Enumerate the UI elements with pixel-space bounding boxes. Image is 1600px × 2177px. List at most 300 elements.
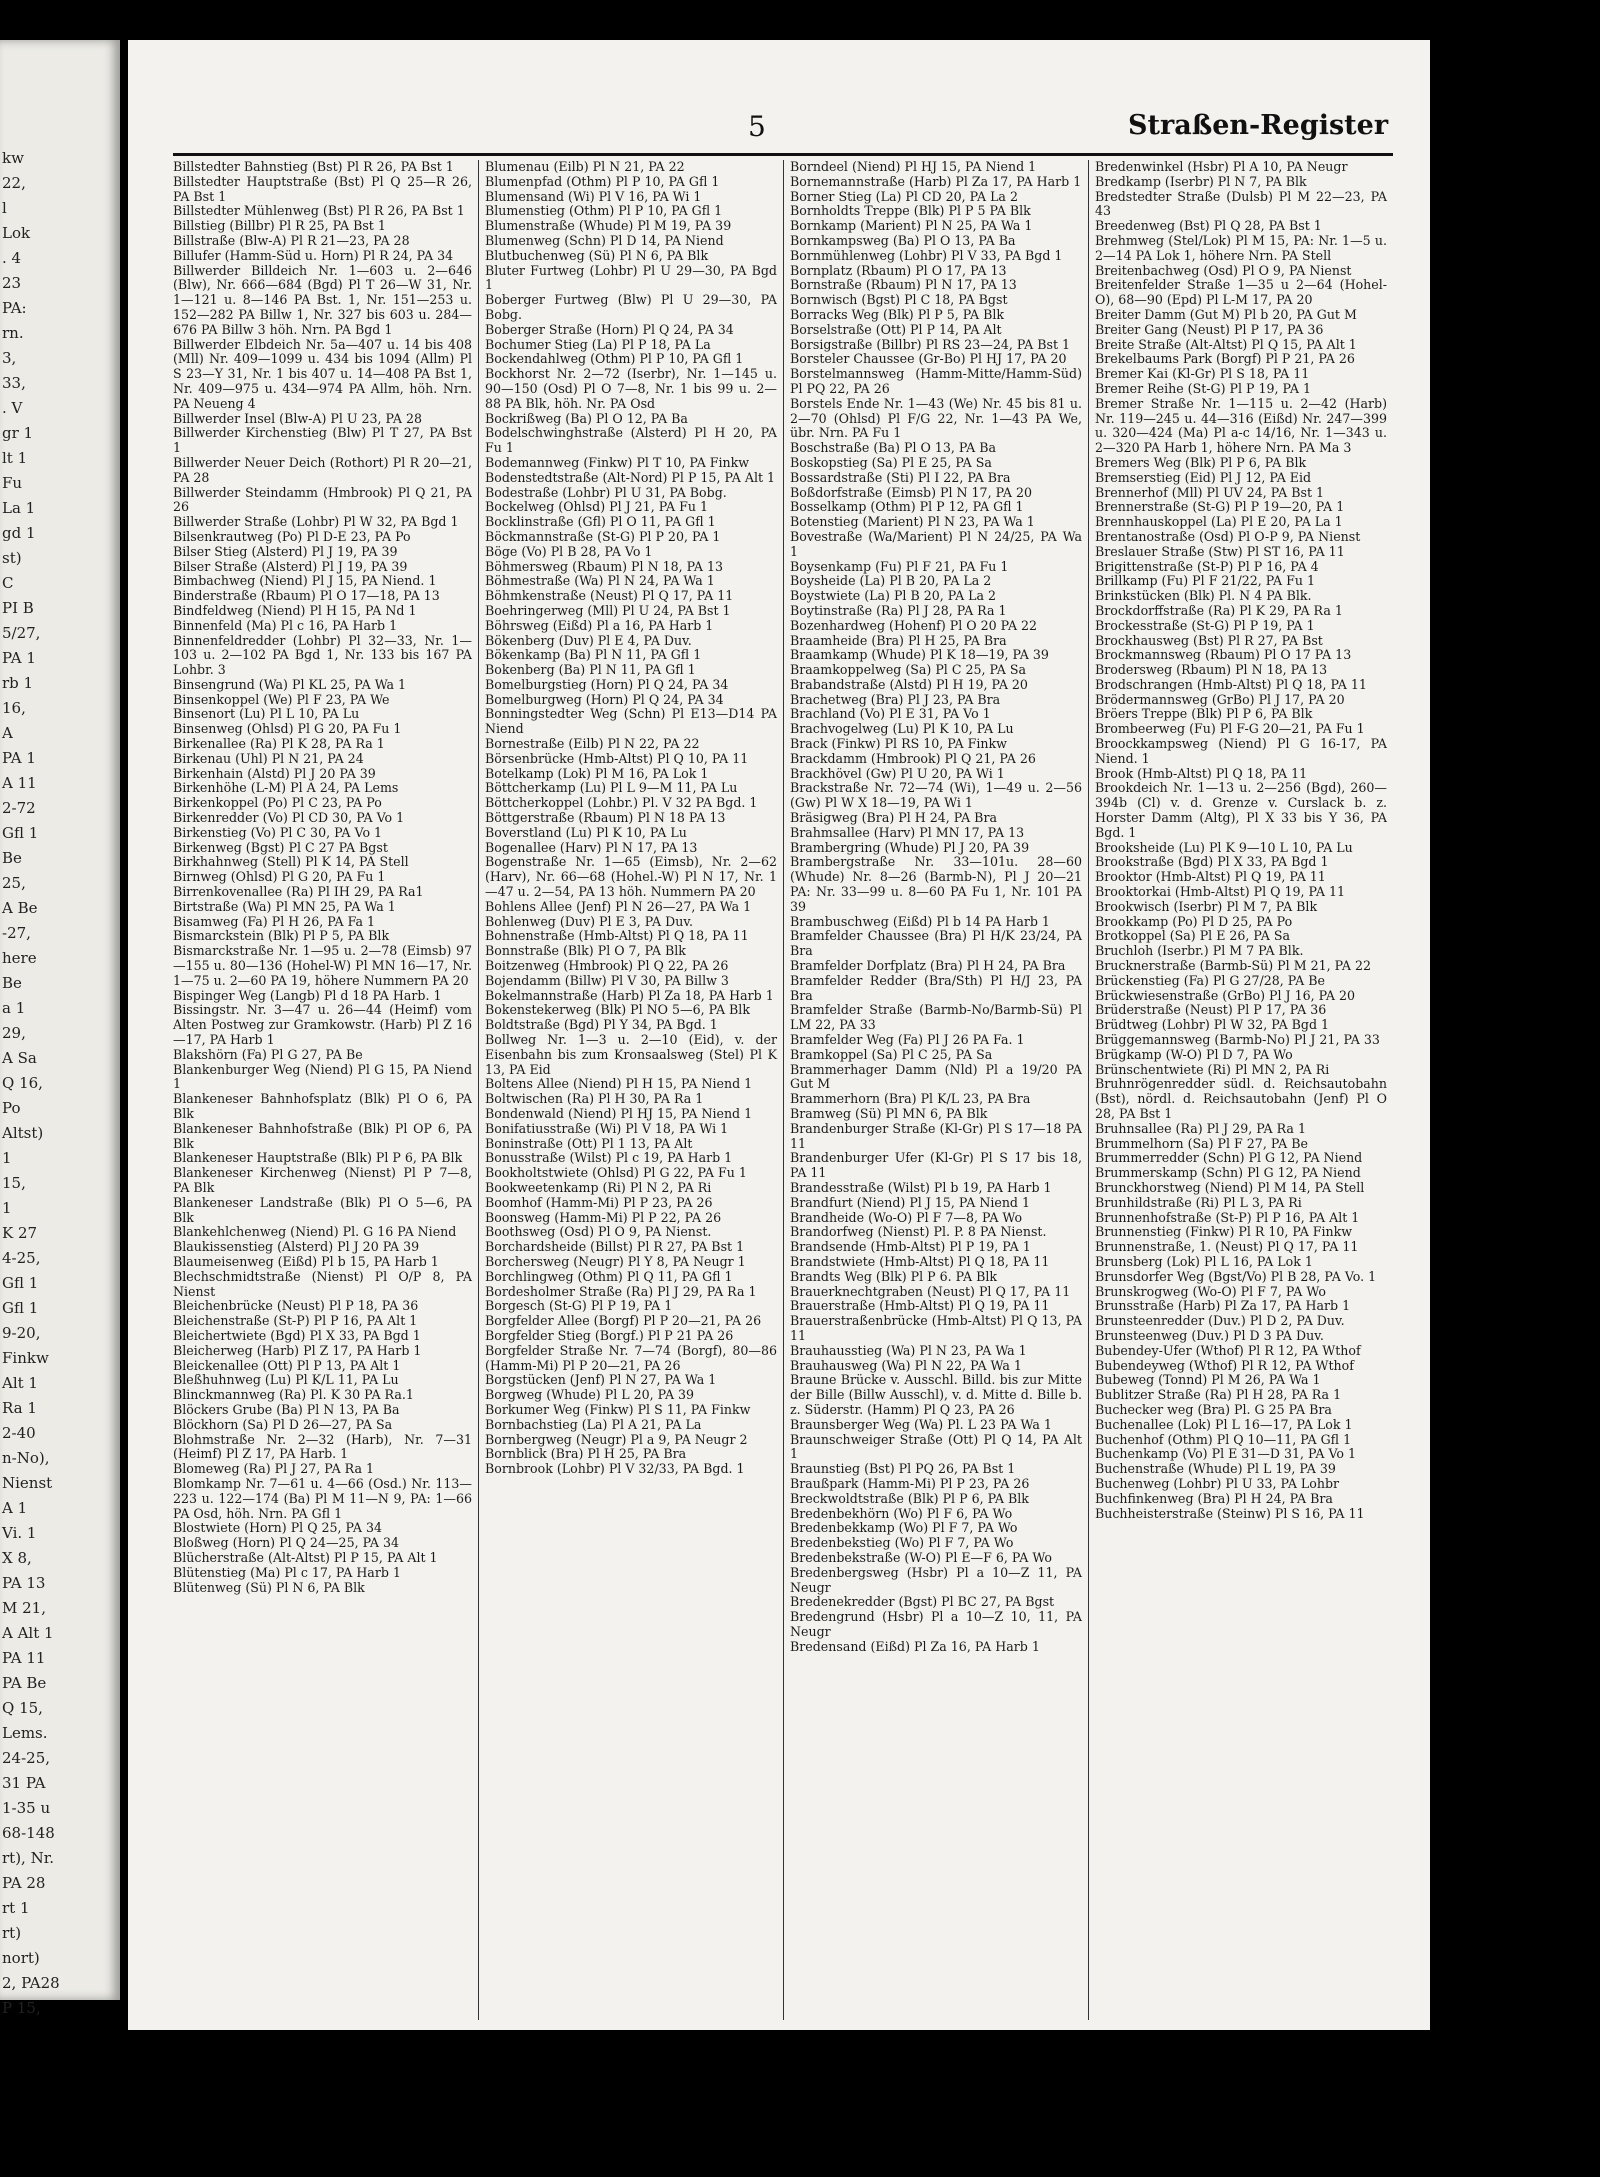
street-entry: Billwerder Kirchenstieg (Blw) Pl T 27, PA Bst 1: [173, 425, 472, 456]
facing-page-fragment: Po: [2, 1099, 21, 1117]
street-entry: Buchenweg (Lohbr) Pl U 33, PA Lohbr: [1095, 1475, 1340, 1491]
street-entry: Botenstieg (Marient) Pl N 23, PA Wa 1: [790, 514, 1035, 530]
street-entry: Brambergring (Whude) Pl J 20, PA 39: [790, 839, 1030, 855]
register-column: [783, 160, 1088, 2020]
facing-page-fragment: PA 11: [2, 1649, 46, 1667]
street-entry: Böttcherkoppel (Lohbr.) Pl. V 32 PA Bgd. 1: [485, 795, 758, 811]
street-entry: Bonningstedter Weg (Schn) Pl E13—D14 PA Niend: [485, 706, 777, 737]
facing-page-fragment: rb 1: [2, 674, 34, 692]
street-entry: Borselstraße (Ott) Pl P 14, PA Alt: [790, 321, 1002, 337]
street-entry: Brunskrogweg (Wo-O) Pl F 7, PA Wo: [1095, 1283, 1326, 1299]
street-entry: Bramfelder Chaussee (Bra) Pl H/K 23/24, PA Bra: [790, 928, 1082, 959]
facing-page-fragment: Finkw: [2, 1349, 49, 1367]
street-entry: Bubendey-Ufer (Wthof) Pl R 12, PA Wthof: [1095, 1342, 1361, 1358]
street-entry: Bornbachstieg (La) Pl A 21, PA La: [485, 1416, 702, 1432]
street-entry: Brunhildstraße (Ri) Pl L 3, PA Ri: [1095, 1194, 1302, 1210]
street-entry: Buchecker weg (Bra) Pl. G 25 PA Bra: [1095, 1401, 1332, 1417]
street-entry: Brucknerstraße (Barmb-Sü) Pl M 21, PA 22: [1095, 958, 1372, 974]
street-entry: Breiter Gang (Neust) Pl P 17, PA 36: [1095, 321, 1324, 337]
street-entry: Blumenweg (Schn) Pl D 14, PA Niend: [485, 232, 724, 248]
street-entry: Broockkampsweg (Niend) Pl G 16-17, PA Niend. 1: [1095, 736, 1387, 766]
street-entry: Brunsteenredder (Duv.) Pl D 2, PA Duv.: [1095, 1313, 1345, 1329]
street-entry: Bodemannweg (Finkw) Pl T 10, PA Finkw: [485, 454, 750, 470]
facing-page-fragment: A 1: [2, 1499, 28, 1517]
street-entry: Brammerhager Damm (Nld) Pl a 19/20 PA Gut M: [790, 1061, 1082, 1092]
street-entry: Billstedter Bahnstieg (Bst) Pl R 26, PA Bst 1: [173, 159, 454, 174]
street-entry: Bohlenweg (Duv) Pl E 3, PA Duv.: [485, 913, 693, 929]
street-entry: Brügkamp (W-O) Pl D 7, PA Wo: [1095, 1046, 1293, 1062]
street-entry: Brunnenhofstraße (St-P) Pl P 16, PA Alt 1: [1095, 1209, 1360, 1225]
street-entry: Bollweg Nr. 1—3 u. 2—10 (Eid), v. der Eisenbahn bis zum Kronsaalsweg (Stel) Pl K 13, PA Eid: [485, 1032, 777, 1077]
street-entry: Bohnenstraße (Hmb-Altst) Pl Q 18, PA 11: [485, 928, 749, 944]
street-entry: Binsenkoppel (We) Pl F 23, PA We: [173, 691, 390, 707]
street-entry: Buchenallee (Lok) Pl L 16—17, PA Lok 1: [1095, 1416, 1353, 1432]
facing-page-fragment: 33,: [2, 374, 26, 392]
street-entry: Bremer Straße Nr. 1—115 u. 2—42 (Harb) Nr. 119—245 u. 44—316 (Eißd) Nr. 247—399 u. 320—424 (Ma) Pl a-c 14/16, Nr. 1—343 u. 2—320 PA Harb 1, höhere Nrn. PA Ma 3: [1095, 395, 1387, 456]
street-entry: Brambergstraße Nr. 33—101u. 28—60 (Whude) Nr. 8—26 (Barmb-N), Pl J 20—21 PA: Nr. 33—99 u. 8—60 PA Fu 1, Nr. 101 PA 39: [790, 854, 1082, 914]
street-entry: Billwerder Insel (Blw-A) Pl U 23, PA 28: [173, 410, 422, 426]
street-entry: Bonnstraße (Blk) Pl O 7, PA Blk: [485, 943, 686, 959]
street-entry: Bonifatiusstraße (Wi) Pl V 18, PA Wi 1: [485, 1120, 729, 1136]
street-entry: Blöckhorn (Sa) Pl D 26—27, PA Sa: [173, 1416, 393, 1432]
facing-page-fragment: PA 28: [2, 1874, 46, 1892]
facing-page-fragment: PA Be: [2, 1674, 47, 1692]
street-entry: Blankeneser Bahnhofstraße (Blk) Pl OP 6, PA Blk: [173, 1120, 472, 1151]
street-entry: Brennerhof (Mll) Pl UV 24, PA Bst 1: [1095, 484, 1325, 500]
street-entry: Braamkamp (Whude) Pl K 18—19, PA 39: [790, 647, 1049, 663]
street-entry: Birkenhain (Alstd) Pl J 20 PA 39: [173, 765, 376, 781]
street-entry: Brachvogelweg (Lu) Pl K 10, PA Lu: [790, 721, 1014, 737]
facing-page-fragment: 4-25,: [2, 1249, 41, 1267]
street-entry: Breedenweg (Bst) Pl Q 28, PA Bst 1: [1095, 218, 1322, 234]
street-entry: Boothsweg (Osd) Pl O 9, PA Nienst.: [485, 1224, 712, 1240]
facing-page-fragment: PA 1: [2, 749, 36, 767]
street-entry: Brandts Weg (Blk) Pl P 6. PA Blk: [790, 1268, 997, 1284]
street-entry: Borner Stieg (La) Pl CD 20, PA La 2: [790, 188, 1018, 204]
street-entry: Bomelburgweg (Horn) Pl Q 24, PA 34: [485, 691, 724, 707]
facing-page-fragment: Vi. 1: [2, 1524, 37, 1542]
street-entry: Billstraße (Blw-A) Pl R 21—23, PA 28: [173, 232, 410, 248]
street-entry: Böhmkenstraße (Neust) Pl Q 17, PA 11: [485, 588, 734, 604]
street-entry: Brekelbaums Park (Borgf) Pl P 21, PA 26: [1095, 351, 1355, 367]
street-entry: Blütenstieg (Ma) Pl c 17, PA Harb 1: [173, 1564, 401, 1580]
street-entry: Braamkoppelweg (Sa) Pl C 25, PA Sa: [790, 662, 1027, 678]
street-entry: Breiter Damm (Gut M) Pl b 20, PA Gut M: [1095, 306, 1357, 322]
street-entry: Breitenbachweg (Osd) Pl O 9, PA Nienst: [1095, 262, 1352, 278]
street-entry: Borkumer Weg (Finkw) Pl S 11, PA Finkw: [485, 1401, 751, 1417]
street-entry: Bökenberg (Duv) Pl E 4, PA Duv.: [485, 632, 692, 648]
street-entry: Brinkstücken (Blk) Pl. N 4 PA Blk.: [1095, 588, 1312, 604]
street-entry: Boberger Furtweg (Blw) Pl U 29—30, PA Bobg.: [485, 292, 777, 322]
facing-page-fragment: Q 15,: [2, 1699, 43, 1717]
street-entry: Brookstraße (Bgd) Pl X 33, PA Bgd 1: [1095, 854, 1329, 870]
street-entry: Bojendamm (Billw) Pl V 30, PA Billw 3: [485, 972, 729, 988]
facing-page-fragment: Lems.: [2, 1724, 48, 1742]
street-entry: Blinckmannweg (Ra) Pl. K 30 PA Ra.1: [173, 1387, 414, 1403]
street-entry: Blumenstraße (Whude) Pl M 19, PA 39: [485, 218, 732, 234]
street-entry: Blücherstraße (Alt-Altst) Pl P 15, PA Alt 1: [173, 1549, 438, 1565]
facing-page-fragment: 23: [2, 274, 22, 292]
street-entry: Bramweg (Sü) Pl MN 6, PA Blk: [790, 1106, 988, 1121]
street-entry: Bredenbekstraße (W-O) Pl E—F 6, PA Wo: [790, 1549, 1052, 1565]
street-entry: Brooksheide (Lu) Pl K 9—10 L 10, PA Lu: [1095, 839, 1353, 855]
street-entry: Binsenweg (Ohlsd) Pl G 20, PA Fu 1: [173, 721, 402, 737]
street-entry: Bornplatz (Rbaum) Pl O 17, PA 13: [790, 262, 1007, 278]
street-entry: Billwerder Billdeich Nr. 1—603 u. 2—646 (Blw), Nr. 666—684 (Bgd) Pl T 26—W 31, Nr. 1—121 u. 8—146 PA Bst. 1, Nr. 151—253 u. 152—282 PA Billw 1, Nr. 327 bis 603 u. 284—676 PA Billw 3 höh. Nrn. PA Bgd 1: [173, 262, 472, 337]
street-entry: Bornkampsweg (Ba) Pl O 13, PA Ba: [790, 232, 1016, 248]
street-entry: Billwerder Elbdeich Nr. 5a—407 u. 14 bis 408 (Mll) Nr. 409—1099 u. 434 bis 1094 (Allm) Pl S 23—Y 31, Nr. 1 bis 407 u. 14—408 PA Bst 1, Nr. 409—975 u. 434—974 PA Allm, höh. Nrn. PA Neueng 4: [173, 336, 472, 411]
street-entry: Bonusstraße (Wilst) Pl c 19, PA Harb 1: [485, 1150, 733, 1166]
street-entry: Brummelhorn (Sa) Pl F 27, PA Be: [1095, 1135, 1308, 1151]
street-entry: Bluter Furtweg (Lohbr) Pl U 29—30, PA Bgd 1: [485, 262, 777, 293]
street-entry: Brauhausstieg (Wa) Pl N 23, PA Wa 1: [790, 1342, 1027, 1358]
street-entry: Borgesch (St-G) Pl P 19, PA 1: [485, 1298, 673, 1314]
street-entry: Brambuschweg (Eißd) Pl b 14 PA Harb 1: [790, 913, 1050, 929]
facing-page-fragment: 2, PA28: [2, 1974, 60, 1992]
street-entry: Blankeneser Hauptstraße (Blk) Pl P 6, PA Blk: [173, 1150, 463, 1166]
street-entry: Bleichenbrücke (Neust) Pl P 18, PA 36: [173, 1298, 419, 1314]
street-entry: Brunsstraße (Harb) Pl Za 17, PA Harb 1: [1095, 1298, 1351, 1314]
street-entry: Brotkoppel (Sa) Pl E 26, PA Sa: [1095, 928, 1290, 944]
street-entry: Blomeweg (Ra) Pl J 27, PA Ra 1: [173, 1461, 374, 1477]
street-entry: Brooktorkai (Hmb-Altst) Pl Q 19, PA 11: [1095, 884, 1345, 900]
street-entry: Borgweg (Whude) Pl L 20, PA 39: [485, 1387, 695, 1403]
facing-page-fragment: 2-72: [2, 799, 36, 817]
street-entry: Brodersweg (Rbaum) Pl N 18, PA 13: [1095, 662, 1328, 678]
street-entry: Blumenstieg (Othm) Pl P 10, PA Gfl 1: [485, 203, 723, 219]
street-entry: Brooktor (Hmb-Altst) Pl Q 19, PA 11: [1095, 869, 1326, 885]
street-entry: Billstedter Mühlenweg (Bst) Pl R 26, PA Bst 1: [173, 203, 465, 219]
facing-page-fragment: 5/27,: [2, 624, 41, 642]
street-entry: Billstedter Hauptstraße (Bst) Pl Q 25—R 26, PA Bst 1: [173, 173, 472, 204]
facing-page-fragment: gr 1: [2, 424, 34, 442]
street-entry: Bocklinstraße (Gfl) Pl O 11, PA Gfl 1: [485, 514, 716, 530]
street-entry: Buchheisterstraße (Steinw) Pl S 16, PA 11: [1095, 1505, 1365, 1521]
page-number: 5: [748, 110, 766, 143]
street-entry: Boysheide (La) Pl B 20, PA La 2: [790, 573, 992, 589]
street-entry: Brack (Finkw) Pl RS 10, PA Finkw: [790, 736, 1007, 752]
street-entry: Brandstwiete (Hmb-Altst) Pl Q 18, PA 11: [790, 1253, 1050, 1269]
street-entry: Bramkoppel (Sa) Pl C 25, PA Sa: [790, 1046, 993, 1062]
street-entry: Billwerder Neuer Deich (Rothort) Pl R 20—21, PA 28: [173, 454, 472, 485]
street-entry: Bramfelder Straße (Barmb-No/Barmb-Sü) Pl LM 22, PA 33: [790, 1002, 1082, 1033]
street-entry: Brückwiesenstraße (GrBo) Pl J 16, PA 20: [1095, 987, 1356, 1003]
facing-page-fragment: A Be: [2, 899, 38, 917]
street-entry: Brook (Hmb-Altst) Pl Q 18, PA 11: [1095, 765, 1308, 781]
street-entry: Brombeerweg (Fu) Pl F-G 20—21, PA Fu 1: [1095, 721, 1365, 737]
facing-page-fragment: Lok: [2, 224, 31, 242]
street-entry: Bookholtstwiete (Ohlsd) Pl G 22, PA Fu 1: [485, 1165, 747, 1181]
street-entry: Brandenburger Ufer (Kl-Gr) Pl S 17 bis 18, PA 11: [790, 1150, 1082, 1181]
street-entry: Bredstedter Straße (Dulsb) Pl M 22—23, PA 43: [1095, 188, 1387, 219]
street-entry: Bleichertwiete (Bgd) Pl X 33, PA Bgd 1: [173, 1327, 421, 1343]
street-entry: Braunsberger Weg (Wa) Pl. L 23 PA Wa 1: [790, 1416, 1052, 1432]
street-entry: Blankehlchenweg (Niend) Pl. G 16 PA Niend: [173, 1224, 457, 1240]
facing-page-fragment: X 8,: [2, 1549, 32, 1567]
street-entry: Brigittenstraße (St-P) Pl P 16, PA 4: [1095, 558, 1319, 574]
street-entry: Brehmweg (Stel/Lok) Pl M 15, PA: Nr. 1—5 u. 2—14 PA Lok 1, höhere Nrn. PA Stell: [1095, 232, 1387, 263]
street-entry: Bröers Treppe (Blk) Pl P 6, PA Blk: [1095, 706, 1313, 722]
street-entry: Blechschmidtstraße (Nienst) Pl O/P 8, PA Nienst: [173, 1268, 472, 1299]
street-entry: Bleickenallee (Ott) Pl P 13, PA Alt 1: [173, 1357, 401, 1373]
street-entry: Binsengrund (Wa) Pl KL 25, PA Wa 1: [173, 676, 407, 692]
street-entry: Boomhof (Hamm-Mi) Pl P 23, PA 26: [485, 1194, 713, 1210]
facing-page-fragment: -27,: [2, 924, 31, 942]
street-entry: Brauerstraße (Hmb-Altst) Pl Q 19, PA 11: [790, 1298, 1050, 1314]
facing-page-fragment: 1-35 u: [2, 1799, 51, 1817]
street-entry: Brentanostraße (Osd) Pl O-P 9, PA Nienst: [1095, 528, 1361, 544]
facing-page-fragment: C: [2, 574, 14, 592]
street-entry: Brockhausweg (Bst) Pl R 27, PA Bst: [1095, 632, 1323, 648]
street-entry: Brandorfweg (Nienst) Pl. P. 8 PA Nienst.: [790, 1224, 1047, 1240]
street-entry: Brammerhorn (Bra) Pl K/L 23, PA Bra: [790, 1091, 1031, 1107]
street-entry: Brüdtweg (Lohbr) Pl W 32, PA Bgd 1: [1095, 1017, 1330, 1033]
street-entry: Brüderstraße (Neust) Pl P 17, PA 36: [1095, 1002, 1327, 1018]
facing-page-fragment: a 1: [2, 999, 26, 1017]
street-entry: Blankenburger Weg (Niend) Pl G 15, PA Niend 1: [173, 1061, 472, 1092]
street-entry: Brandheide (Wo-O) Pl F 7—8, PA Wo: [790, 1209, 1023, 1225]
street-entry: Bredenekredder (Bgst) Pl BC 27, PA Bgst: [790, 1594, 1055, 1610]
street-entry: Brookdeich Nr. 1—13 u. 2—256 (Bgd), 260—394b (Cl) v. d. Grenze v. Curslack b. z. Horster Damm (Altg), Pl X 33 bis Y 36, PA Bgd. 1: [1095, 780, 1387, 840]
street-entry: Boehringerweg (Mll) Pl U 24, PA Bst 1: [485, 602, 731, 618]
facing-page-fragment: Alt 1: [2, 1374, 38, 1392]
facing-page-fragment: gd 1: [2, 524, 36, 542]
street-entry: Birkenstieg (Vo) Pl C 30, PA Vo 1: [173, 824, 383, 840]
facing-page-fragment: nort): [2, 1949, 40, 1967]
street-entry: Bockelweg (Ohlsd) Pl J 21, PA Fu 1: [485, 499, 708, 515]
street-entry: Bredkamp (Iserbr) Pl N 7, PA Blk: [1095, 173, 1307, 189]
facing-page-fragment: l: [2, 199, 7, 217]
street-entry: Boninstraße (Ott) Pl 1 13, PA Alt: [485, 1135, 693, 1151]
street-entry: Bräsigweg (Bra) Pl H 24, PA Bra: [790, 810, 997, 826]
street-entry: Bloßweg (Horn) Pl Q 24—25, PA 34: [173, 1535, 400, 1551]
street-entry: Brunsdorfer Weg (Bgst/Vo) Pl B 28, PA Vo. 1: [1095, 1268, 1377, 1284]
facing-page-fragment: 25,: [2, 874, 26, 892]
street-entry: Borchersweg (Neugr) Pl Y 8, PA Neugr 1: [485, 1253, 746, 1269]
facing-page-fragment: 1: [2, 1199, 12, 1217]
street-entry: Brockmannsweg (Rbaum) Pl O 17 PA 13: [1095, 647, 1352, 663]
street-entry: Bornestraße (Eilb) Pl N 22, PA 22: [485, 736, 700, 752]
facing-page-fragment: Q 16,: [2, 1074, 43, 1092]
street-entry: Binderstraße (Rbaum) Pl O 17—18, PA 13: [173, 588, 440, 604]
street-entry: Brookkamp (Po) Pl D 25, PA Po: [1095, 913, 1293, 929]
street-entry: Bredengrund (Hsbr) Pl a 10—Z 10, 11, PA Neugr: [790, 1609, 1082, 1639]
street-entry: Billwerder Straße (Lohbr) Pl W 32, PA Bgd 1: [173, 514, 459, 530]
street-entry: Böhmestraße (Wa) Pl N 24, PA Wa 1: [485, 573, 715, 589]
facing-page-fragment: 29,: [2, 1024, 26, 1042]
street-entry: Bondenwald (Niend) Pl HJ 15, PA Niend 1: [485, 1106, 753, 1121]
street-entry: Brillkamp (Fu) Pl F 21/22, PA Fu 1: [1095, 573, 1316, 589]
street-entry: Bimbachweg (Niend) Pl J 15, PA Niend. 1: [173, 573, 437, 589]
facing-page-fragment: 22,: [2, 174, 26, 192]
facing-page-fragment: Nienst: [2, 1474, 53, 1492]
street-entry: Bremer Kai (Kl-Gr) Pl S 18, PA 11: [1095, 366, 1310, 382]
street-entry: Borchardsheide (Billst) Pl R 27, PA Bst 1: [485, 1239, 745, 1255]
street-entry: Bogenstraße Nr. 1—65 (Eimsb), Nr. 2—62 (Harv), Nr. 66—68 (Hohel.-W) Pl N 17, Nr. 1—47 u. 2—54, PA 13 höh. Nummern PA 20: [485, 854, 777, 900]
adjacent-page-edge: [0, 40, 120, 2017]
street-entry: Boberger Straße (Horn) Pl Q 24, PA 34: [485, 321, 734, 337]
facing-page-fragment: A Sa: [2, 1049, 37, 1067]
street-entry: Bremserstieg (Eid) Pl J 12, PA Eid: [1095, 469, 1312, 485]
street-entry: Boltwischen (Ra) Pl H 30, PA Ra 1: [485, 1091, 704, 1107]
street-entry: Birkenredder (Vo) Pl CD 30, PA Vo 1: [173, 810, 405, 826]
street-entry: Boystwiete (La) Pl B 20, PA La 2: [790, 588, 997, 604]
street-entry: Brackhövel (Gw) Pl U 20, PA Wi 1: [790, 765, 1005, 781]
street-entry: Borchlingweg (Othm) Pl Q 11, PA Gfl 1: [485, 1268, 733, 1284]
street-entry: Braune Brücke v. Ausschl. Billd. bis zur Mitte der Bille (Billw Ausschl), v. d. Mitte d. Bille b. z. Süderstr. (Hamm) Pl Q 23, PA 26: [790, 1372, 1082, 1417]
street-entry: Brauhausweg (Wa) Pl N 22, PA Wa 1: [790, 1357, 1022, 1373]
facing-page-fragment: 3,: [2, 349, 17, 367]
facing-page-fragment: A: [2, 724, 13, 742]
street-entry: Brookwisch (Iserbr) Pl M 7, PA Blk: [1095, 898, 1318, 914]
street-entry: Botelkamp (Lok) Pl M 16, PA Lok 1: [485, 765, 709, 781]
street-entry: Bockendahlweg (Othm) Pl P 10, PA Gfl 1: [485, 351, 744, 367]
street-entry: Brachetweg (Bra) Pl J 23, PA Bra: [790, 691, 1001, 707]
street-entry: Blumensand (Wi) Pl V 16, PA Wi 1: [485, 188, 702, 204]
street-entry: Bornemannstraße (Harb) Pl Za 17, PA Harb 1: [790, 173, 1082, 189]
street-entry: Borndeel (Niend) Pl HJ 15, PA Niend 1: [790, 159, 1037, 174]
street-entry: Brandfurt (Niend) Pl J 15, PA Niend 1: [790, 1194, 1031, 1210]
street-entry: Blohmstraße Nr. 2—32 (Harb), Nr. 7—31 (Heimf) Pl Z 17, PA Harb. 1: [173, 1431, 472, 1462]
facing-page-fragment: 1: [2, 1149, 12, 1167]
street-entry: Bilser Straße (Alsterd) Pl J 19, PA 39: [173, 558, 408, 574]
street-entry: Bossardstraße (Sti) Pl I 22, PA Bra: [790, 469, 1011, 485]
facing-page-fragment: 68-148: [2, 1824, 55, 1842]
street-entry: Brandenburger Straße (Kl-Gr) Pl S 17—18 PA 11: [790, 1120, 1082, 1151]
street-entry: Boschstraße (Ba) Pl O 13, PA Ba: [790, 440, 997, 456]
street-entry: Birkenhöhe (L-M) Pl A 24, PA Lems: [173, 780, 399, 796]
street-entry: Billufer (Hamm-Süd u. Horn) Pl R 24, PA 34: [173, 247, 454, 263]
street-entry: Bockhorst Nr. 2—72 (Iserbr), Nr. 1—145 u. 90—150 (Osd) Pl O 7—8, Nr. 1 bis 99 u. 2—88 PA Blk, höh. Nr. PA Osd: [485, 366, 777, 411]
facing-page-fragment: . V: [2, 399, 23, 417]
street-entry: Binsenort (Lu) Pl L 10, PA Lu: [173, 706, 360, 722]
street-entry: Binnenfeld (Ma) Pl c 16, PA Harb 1: [173, 617, 398, 633]
street-entry: Blütenweg (Sü) Pl N 6, PA Blk: [173, 1579, 365, 1595]
register-column: [173, 160, 478, 2020]
street-entry: Brachland (Vo) Pl E 31, PA Vo 1: [790, 706, 991, 722]
facing-page-fragment: rt): [2, 1924, 22, 1942]
street-entry: Bredenbergsweg (Hsbr) Pl a 10—Z 11, PA Neugr: [790, 1564, 1082, 1595]
street-entry: Borgfelder Stieg (Borgf.) Pl P 21 PA 26: [485, 1327, 734, 1343]
street-entry: Braamheide (Bra) Pl H 25, PA Bra: [790, 632, 1007, 648]
street-entry: Bornbergweg (Neugr) Pl a 9, PA Neugr 2: [485, 1431, 748, 1447]
street-entry: Bodelschwinghstraße (Alsterd) Pl H 20, PA Fu 1: [485, 425, 777, 456]
facing-page-fragment: . 4: [2, 249, 22, 267]
street-entry: Boitzenweg (Hmbrook) Pl Q 22, PA 26: [485, 958, 729, 974]
street-entry: Brunnenstieg (Finkw) Pl R 10, PA Finkw: [1095, 1224, 1353, 1240]
street-entry: Blankeneser Landstraße (Blk) Pl O 5—6, PA Blk: [173, 1194, 472, 1225]
facing-page-fragment: M 21,: [2, 1599, 46, 1617]
street-entry: Buchenkamp (Vo) Pl E 31—D 31, PA Vo 1: [1095, 1446, 1356, 1462]
street-entry: Bismarckstein (Blk) Pl P 5, PA Blk: [173, 928, 390, 944]
street-entry: Binnenfeldredder (Lohbr) Pl 32—33, Nr. 1—103 u. 2—102 PA Bgd 1, Nr. 133 bis 167 PA Lohbr. 3: [173, 632, 472, 678]
street-entry: Brunsberg (Lok) Pl L 16, PA Lok 1: [1095, 1253, 1313, 1269]
street-entry: Billwerder Steindamm (Hmbrook) Pl Q 21, PA 26: [173, 484, 472, 515]
facing-page-fragment: 15,: [2, 1174, 26, 1192]
facing-page-fragment: 24-25,: [2, 1749, 51, 1767]
street-entry: Bremers Weg (Blk) Pl P 6, PA Blk: [1095, 454, 1307, 470]
street-entry: Bosselkamp (Othm) Pl P 12, PA Gfl 1: [790, 499, 1024, 515]
street-entry: Bökenkamp (Ba) Pl N 11, PA Gfl 1: [485, 647, 702, 663]
street-entry: Bubendeyweg (Wthof) Pl R 12, PA Wthof: [1095, 1357, 1354, 1373]
street-entry: Bornmühlenweg (Lohbr) Pl V 33, PA Bgd 1: [790, 247, 1063, 263]
street-entry: Böttgerstraße (Rbaum) Pl N 18 PA 13: [485, 810, 726, 826]
street-entry: Borstelmannsweg (Hamm-Mitte/Hamm-Süd) Pl PQ 22, PA 26: [790, 366, 1082, 396]
running-title: Straßen-Register: [1128, 110, 1389, 141]
street-entry: Bubeweg (Tonnd) Pl M 26, PA Wa 1: [1095, 1372, 1321, 1388]
street-entry: Brummerredder (Schn) Pl G 12, PA Niend: [1095, 1150, 1363, 1166]
street-entry: Birkenweg (Bgst) Pl C 27 PA Bgst: [173, 839, 388, 855]
street-entry: Boldtstraße (Bgd) Pl Y 34, PA Bgd. 1: [485, 1017, 718, 1033]
street-entry: Brünschentwiete (Ri) Pl MN 2, PA Ri: [1095, 1061, 1330, 1077]
street-entry: Brockdorffstraße (Ra) Pl K 29, PA Ra 1: [1095, 602, 1343, 618]
street-entry: Blakshörn (Fa) Pl G 27, PA Be: [173, 1046, 363, 1062]
street-entry: Böckmannstraße (St-G) Pl P 20, PA 1: [485, 528, 721, 544]
facing-page-fragment: Gfl 1: [2, 1274, 39, 1292]
street-entry: Brackdamm (Hmbrook) Pl Q 21, PA 26: [790, 750, 1036, 766]
street-entry: Bublitzer Straße (Ra) Pl H 28, PA Ra 1: [1095, 1387, 1342, 1403]
street-entry: Borsteler Chaussee (Gr-Bo) Pl HJ 17, PA 20: [790, 351, 1067, 367]
facing-page-fragment: rt 1: [2, 1899, 30, 1917]
street-entry: Boltens Allee (Niend) Pl H 15, PA Niend 1: [485, 1076, 753, 1092]
street-entry: Bozenhardweg (Hohenf) Pl O 20 PA 22: [790, 617, 1038, 633]
street-entry: Brennerstraße (St-G) Pl P 19—20, PA 1: [1095, 499, 1345, 515]
street-entry: Brabandstraße (Alstd) Pl H 19, PA 20: [790, 676, 1028, 692]
facing-page-fragment: La 1: [2, 499, 36, 517]
street-entry: Blutbuchenweg (Sü) Pl N 6, PA Blk: [485, 247, 709, 263]
facing-page-fragment: PA 13: [2, 1574, 46, 1592]
street-entry: Brennhauskoppel (La) Pl E 20, PA La 1: [1095, 514, 1343, 530]
street-entry: Borsigstraße (Billbr) Pl RS 23—24, PA Bst 1: [790, 336, 1071, 352]
street-entry: Bredenbekstieg (Wo) Pl F 7, PA Wo: [790, 1535, 1014, 1551]
street-entry: Brauerstraßenbrücke (Hmb-Altst) Pl Q 13, PA 11: [790, 1313, 1082, 1343]
facing-page-fragment: kw: [2, 149, 24, 167]
street-entry: Bruhnsallee (Ra) Pl J 29, PA Ra 1: [1095, 1120, 1306, 1136]
street-entry: Blumenpfad (Othm) Pl P 10, PA Gfl 1: [485, 173, 720, 189]
street-entry: Bremer Reihe (St-G) Pl P 19, PA 1: [1095, 380, 1311, 396]
street-entry: Bornwisch (Bgst) Pl C 18, PA Bgst: [790, 292, 1008, 308]
facing-page-fragment: Gfl 1: [2, 1299, 39, 1317]
street-entry: Boskopstieg (Sa) Pl E 25, PA Sa: [790, 454, 992, 470]
street-entry: Birkenau (Uhl) Pl N 21, PA 24: [173, 750, 364, 766]
facing-page-fragment: lt 1: [2, 449, 28, 467]
street-entry: Blostwiete (Horn) Pl Q 25, PA 34: [173, 1520, 382, 1536]
street-entry: Brodschrangen (Hmb-Altst) Pl Q 18, PA 11: [1095, 676, 1367, 692]
street-entry: Birrenkovenallee (Ra) Pl IH 29, PA Ra1: [173, 884, 424, 900]
street-entry: Brunckhorstweg (Niend) Pl M 14, PA Stell: [1095, 1179, 1365, 1195]
street-entry: Blaukissenstieg (Alsterd) Pl J 20 PA 39: [173, 1239, 420, 1255]
street-entry: Bokenberg (Ba) Pl N 11, PA Gfl 1: [485, 662, 696, 678]
facing-page-fragment: here: [2, 949, 37, 967]
street-entry: Bleicherweg (Harb) Pl Z 17, PA Harb 1: [173, 1342, 422, 1358]
facing-page-fragment: K 27: [2, 1224, 38, 1242]
street-entry: Böttcherkamp (Lu) Pl L 9—M 11, PA Lu: [485, 780, 738, 796]
street-entry: Birnweg (Ohlsd) Pl G 20, PA Fu 1: [173, 869, 386, 885]
facing-page-fragment: Altst): [2, 1124, 44, 1142]
street-entry: Brockesstraße (St-G) Pl P 19, PA 1: [1095, 617, 1315, 633]
street-entry: Bredenwinkel (Hsbr) Pl A 10, PA Neugr: [1095, 159, 1348, 174]
street-entry: Borgstücken (Jenf) Pl N 27, PA Wa 1: [485, 1372, 717, 1388]
street-entry: Blumenau (Eilb) Pl N 21, PA 22: [485, 159, 685, 174]
street-entry: Borgfelder Straße Nr. 7—74 (Borgf), 80—86 (Hamm-Mi) Pl P 20—21, PA 26: [485, 1342, 777, 1373]
street-entry: Bokelmannstraße (Harb) Pl Za 18, PA Harb 1: [485, 987, 774, 1003]
street-entry: Blomkamp Nr. 7—61 u. 4—66 (Osd.) Nr. 113—223 u. 122—174 (Ba) Pl M 11—N 9, PA: 1—66 PA Osd, höh. Nrn. PA Gfl 1: [173, 1475, 472, 1521]
facing-page-fragment: P 15,: [2, 1999, 41, 2017]
facing-page-fragment: 31 PA: [2, 1774, 46, 1792]
street-entry: Birkenkoppel (Po) Pl C 23, PA Po: [173, 795, 382, 811]
street-entry: Bovestraße (Wa/Marient) Pl N 24/25, PA Wa 1: [790, 528, 1082, 559]
street-entry: Bornbrook (Lohbr) Pl V 32/33, PA Bgd. 1: [485, 1461, 745, 1477]
